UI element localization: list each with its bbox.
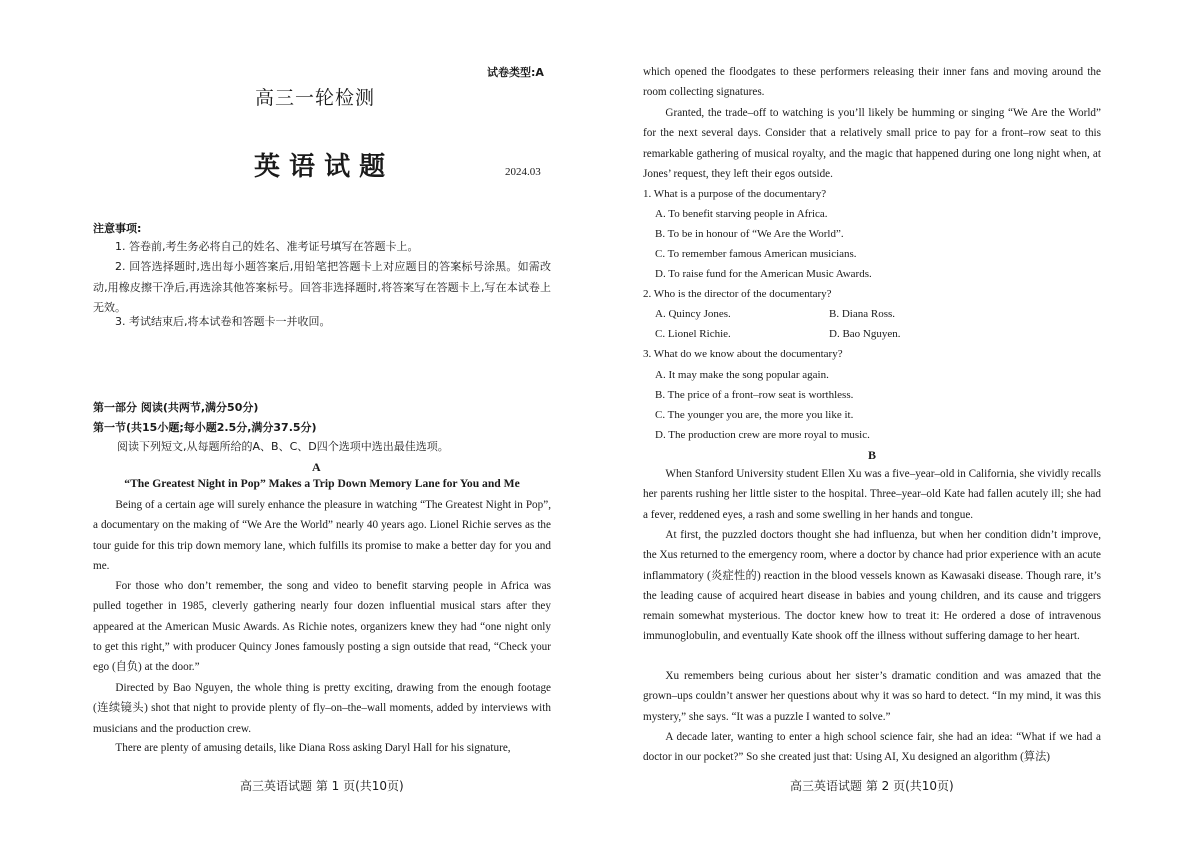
subject-title: 英 语 试 题: [254, 152, 386, 182]
page-footer-1: 高三英语试题 第 1 页(共10页): [240, 779, 404, 793]
passage-b-paragraph-3: Xu remembers being curious about her sister’s dramatic condition and was amazed that the grown–ups couldn’t answer her questions about why it was so hard to detect. “In my mind, it was this mystery,” she says. “It was a puzzle I wanted to solve.”: [643, 670, 1101, 723]
question-1-option-c: C. To remember famous American musicians.: [655, 248, 857, 260]
passage-a-paragraph-4: There are plenty of amusing details, like Diana Ross asking Daryl Hall for his signature,: [115, 742, 511, 754]
question-2-option-c: C. Lionel Richie.: [655, 328, 731, 340]
question-1-option-a: A. To benefit starving people in Africa.: [655, 208, 828, 220]
exam-title: 高三一轮检测: [255, 87, 376, 109]
page-footer-2: 高三英语试题 第 2 页(共10页): [790, 779, 954, 793]
passage-b-paragraph-2: At first, the puzzled doctors thought she had influenza, but when her condition didn’t improve, the Xus returned to the emergency room, where a doctor by chance had prior experience with an acute inflammatory (炎症性的) reaction in the blood vessels known as Kawasaki disease. Though rare, it’s the leading cause of acquired heart disease in babies and young children, and its cause and triggers remain somewhat mysterious. The doctor knew how to treat it: He ordered a dose of intravenous immunoglobulin, and eventually Kate shook off the illness without suffering damage to her heart.: [643, 529, 1101, 643]
question-2-stem: 2. Who is the director of the documentary?: [643, 288, 832, 300]
passage-b-paragraph-4: A decade later, wanting to enter a high school science fair, she had an idea: “What if we had a doctor in our pocket?” So she created just that: Using AI, Xu designed an algorithm (算法): [643, 731, 1101, 764]
passage-a-label: A: [312, 460, 321, 474]
passage-a-continuation: which opened the floodgates to these performers releasing their inner fans and moving around the room collecting signatures.: [643, 66, 1101, 99]
passage-a-paragraph-5: Granted, the trade–off to watching is you’ll likely be humming or singing “We Are the World” for the next several days. Consider that a relatively small price to pay for a front–row seat to this remarkable gathering of musical royalty, and the magic that happened during one long night when, at Jones’ request, they left their egos outside.: [643, 107, 1101, 180]
passage-a-paragraph-1: Being of a certain age will surely enhance the pleasure in watching “The Greatest Night in Pop”, a documentary on the making of “We Are the World” nearly 40 years ago. Lionel Richie serves as the tour guide for this trip down memory lane, which fulfills its promise to make a better day for you and me.: [93, 499, 551, 572]
part-heading: 第一部分 阅读(共两节,满分50分): [93, 401, 259, 414]
exam-page-2: [600, 0, 1200, 849]
passage-b-label: B: [868, 448, 877, 462]
passage-a-paragraph-3: Directed by Bao Nguyen, the whole thing is pretty exciting, drawing from the enough footage (连续镜头) shot that night to provide plenty of fly–on–the–wall moments, added by interviews with musicians and the production crew.: [93, 682, 551, 735]
paper-type-label: 试卷类型:A: [487, 66, 544, 79]
question-2-option-b: B. Diana Ross.: [829, 308, 895, 320]
question-3-option-d: D. The production crew are more royal to music.: [655, 429, 870, 441]
question-3-option-c: C. The younger you are, the more you like it.: [655, 409, 854, 421]
question-2-option-d: D. Bao Nguyen.: [829, 328, 901, 340]
question-1-option-d: D. To raise fund for the American Music Awards.: [655, 268, 872, 280]
exam-date: 2024.03: [505, 166, 541, 178]
question-2-option-a: A. Quincy Jones.: [655, 308, 731, 320]
section-heading: 第一节(共15小题;每小题2.5分,满分37.5分): [93, 421, 317, 434]
passage-a-title: “The Greatest Night in Pop” Makes a Trip Down Memory Lane for You and Me: [124, 477, 520, 490]
question-1-option-b: B. To be in honour of “We Are the World”.: [655, 228, 844, 240]
notice-item-3: 3. 考试结束后,将本试卷和答题卡一并收回。: [115, 315, 331, 328]
question-1-stem: 1. What is a purpose of the documentary?: [643, 188, 827, 200]
passage-b-paragraph-1: When Stanford University student Ellen Xu was a five–year–old in California, she vividly recalls her parents rushing her little sister to the hospital. Three–year–old Kate had fallen acutely ill; she had a fever, reddened eyes, a rash and some swelling in her hands and tongue.: [643, 468, 1101, 521]
notice-item-2: 2. 回答选择题时,选出每小题答案后,用铅笔把答题卡上对应题目的答案标号涂黑。如需改动,用橡皮擦干净后,再选涂其他答案标号。回答非选择题时,将答案写在答题卡上,写在本试卷上无效。: [93, 260, 551, 314]
question-3-option-a: A. It may make the song popular again.: [655, 369, 829, 381]
question-3-option-b: B. The price of a front–row seat is worthless.: [655, 389, 854, 401]
notice-heading: 注意事项:: [93, 222, 142, 235]
question-3-stem: 3. What do we know about the documentary?: [643, 348, 843, 360]
reading-instruction: 阅读下列短文,从每题所给的A、B、C、D四个选项中选出最佳选项。: [117, 440, 449, 453]
notice-item-1: 1. 答卷前,考生务必将自己的姓名、准考证号填写在答题卡上。: [115, 240, 419, 253]
passage-a-paragraph-2: For those who don’t remember, the song and video to benefit starving people in Africa was pulled together in 1985, cleverly gathering nearly four dozen influential musical stars after they appeared at the American Music Awards. As Richie notes, organizers knew they had “one night only to get this right,” with producer Quincy Jones famously posting a sign outside that read, “Check your ego (自负) at the door.”: [93, 580, 551, 674]
